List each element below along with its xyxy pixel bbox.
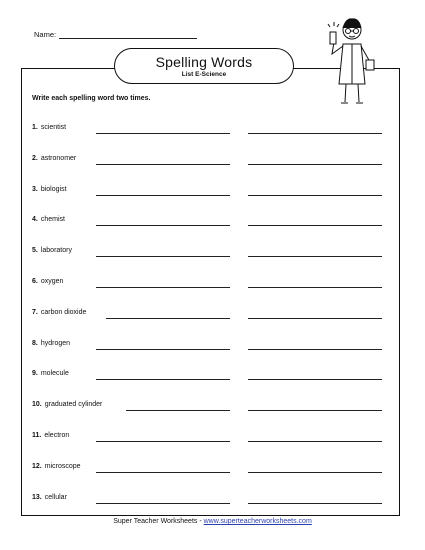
name-field-row: [34, 30, 197, 39]
spelling-word: graduated cylinder: [44, 401, 103, 409]
footer: [0, 518, 425, 525]
word-row: [32, 278, 392, 290]
first-write-line[interactable]: [96, 441, 230, 442]
word-number: 10.: [32, 401, 42, 409]
word-row: [32, 186, 392, 198]
name-label: Name:: [34, 30, 57, 39]
scientist-illustration-icon: [326, 14, 378, 110]
first-write-line[interactable]: [96, 349, 230, 350]
spelling-word: biologist: [40, 185, 67, 193]
spelling-word: laboratory: [40, 247, 72, 255]
word-row: [32, 401, 392, 413]
second-write-line[interactable]: [248, 503, 382, 504]
word-row: [32, 432, 392, 444]
spelling-word: molecule: [40, 370, 69, 378]
first-write-line[interactable]: [96, 256, 230, 257]
name-input-line[interactable]: [59, 30, 197, 39]
word-row: [32, 124, 392, 136]
word-number: 7.: [32, 308, 38, 316]
page-title: Spelling Words: [155, 54, 253, 70]
word-row: [32, 309, 392, 321]
second-write-line[interactable]: [248, 225, 382, 226]
spelling-word: electron: [44, 432, 70, 439]
title-box: [114, 48, 294, 84]
instructions: Write each spelling word two times.: [32, 95, 151, 102]
second-write-line[interactable]: [248, 349, 382, 350]
first-write-line[interactable]: [96, 503, 230, 504]
word-number: 2.: [32, 154, 38, 162]
word-row: [32, 340, 392, 352]
spelling-word: chemist: [40, 216, 65, 224]
word-row: [32, 463, 392, 475]
word-row: [32, 494, 392, 506]
first-write-line[interactable]: [96, 472, 230, 473]
second-write-line[interactable]: [248, 410, 382, 411]
first-write-line[interactable]: [106, 318, 230, 319]
word-number: 8.: [32, 339, 38, 347]
spelling-word: oxygen: [40, 278, 64, 285]
word-number: 5.: [32, 247, 38, 255]
word-number: 6.: [32, 278, 38, 285]
spelling-word: cellular: [44, 493, 67, 501]
second-write-line[interactable]: [248, 441, 382, 442]
word-number: 4.: [32, 216, 38, 224]
word-number: 1.: [32, 124, 38, 131]
spelling-word: hydrogen: [40, 339, 71, 347]
second-write-line[interactable]: [248, 287, 382, 288]
second-write-line[interactable]: [248, 133, 382, 134]
word-number: 3.: [32, 185, 38, 193]
second-write-line[interactable]: [248, 318, 382, 319]
word-number: 9.: [32, 370, 38, 378]
first-write-line[interactable]: [96, 379, 230, 380]
word-row: [32, 155, 392, 167]
word-number: 13.: [32, 493, 42, 501]
second-write-line[interactable]: [248, 472, 382, 473]
spelling-word: astronomer: [40, 154, 77, 162]
second-write-line[interactable]: [248, 195, 382, 196]
second-write-line[interactable]: [248, 164, 382, 165]
spelling-word: microscope: [44, 462, 81, 470]
first-write-line[interactable]: [96, 133, 230, 134]
word-number: 12.: [32, 462, 42, 470]
first-write-line[interactable]: [96, 287, 230, 288]
first-write-line[interactable]: [96, 195, 230, 196]
page-subtitle: List E-Science: [181, 71, 227, 78]
word-row: [32, 247, 392, 259]
second-write-line[interactable]: [248, 379, 382, 380]
first-write-line[interactable]: [96, 225, 230, 226]
spelling-word: scientist: [40, 124, 67, 131]
first-write-line[interactable]: [126, 410, 230, 411]
footer-link[interactable]: www.superteacherworksheets.com: [203, 518, 312, 525]
footer-text: Super Teacher Worksheets -: [113, 518, 204, 525]
second-write-line[interactable]: [248, 256, 382, 257]
word-number: 11.: [32, 432, 42, 439]
word-row: [32, 370, 392, 382]
spelling-word: carbon dioxide: [40, 308, 87, 316]
word-row: [32, 216, 392, 228]
first-write-line[interactable]: [96, 164, 230, 165]
